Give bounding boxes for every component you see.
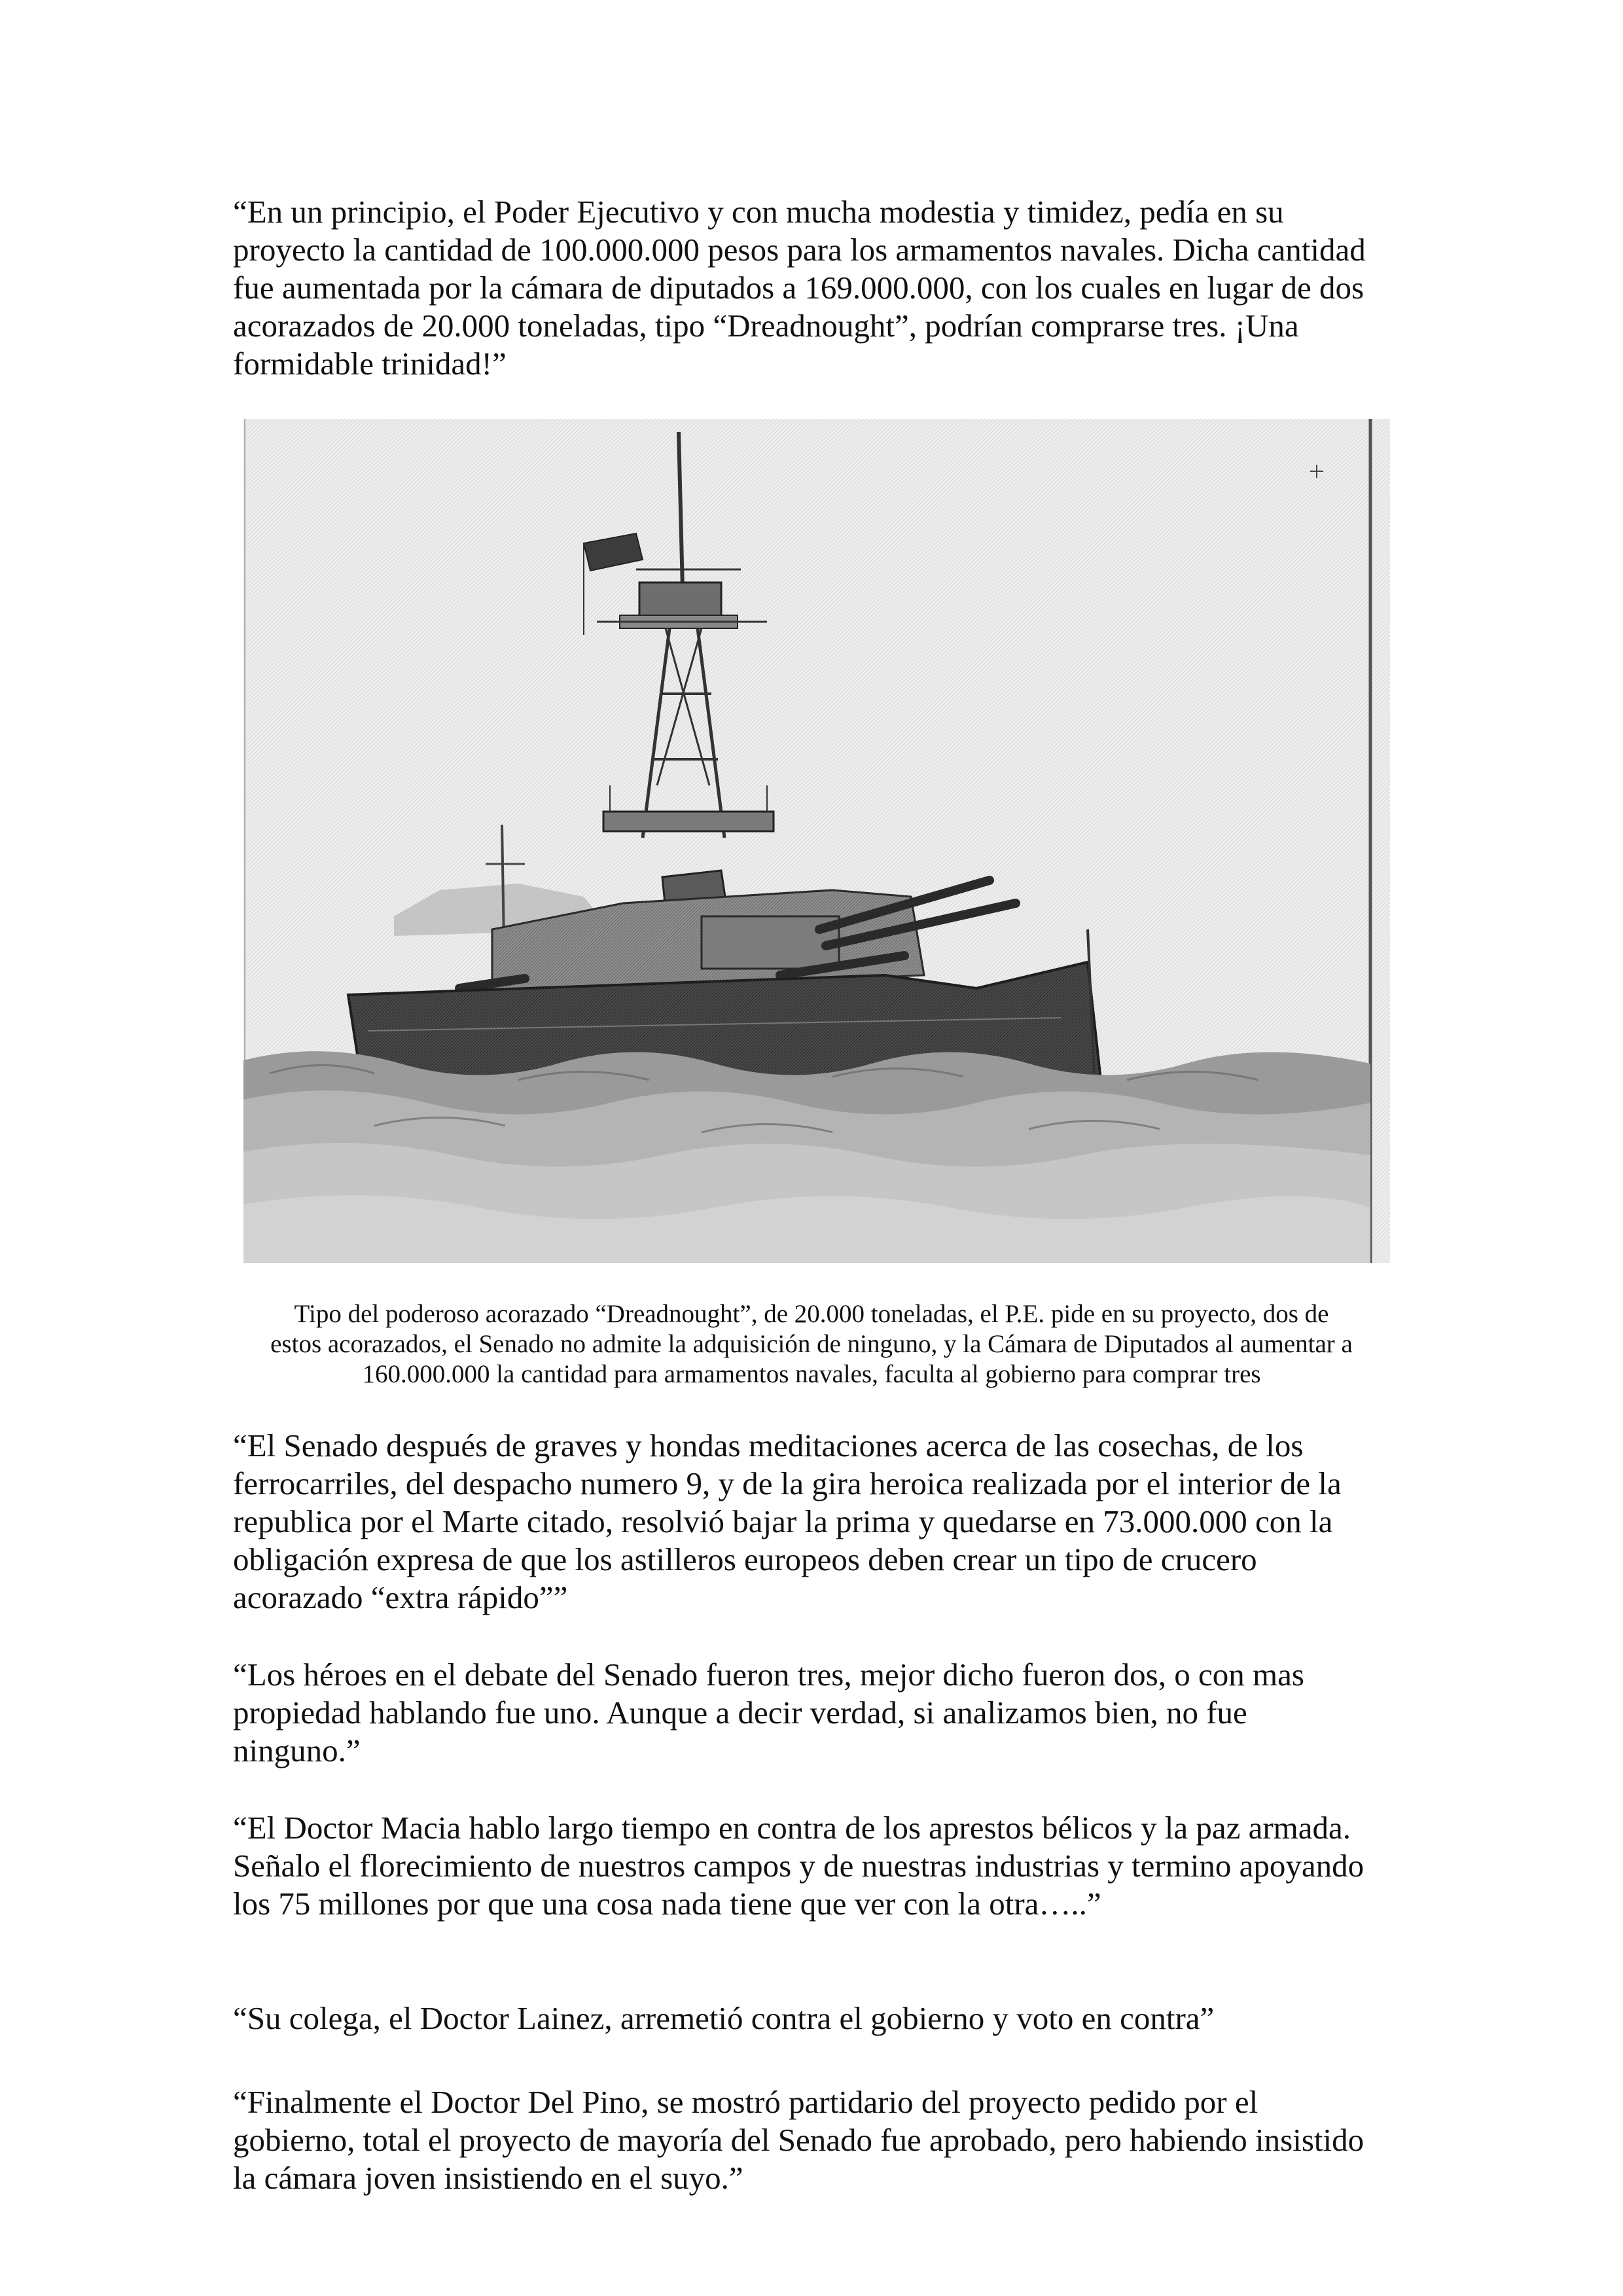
paragraph-heroes: “Los héroes en el debate del Senado fueron tres, mejor dicho fueron dos, o con mas propiedad hablando fue uno. Aunque a decir verdad, si analizamos bien, no fue ninguno.” bbox=[233, 1657, 1304, 1768]
gun-turret bbox=[702, 916, 839, 969]
paragraph-intro: “En un principio, el Poder Ejecutivo y con mucha modestia y timidez, pedía en su proyecto la cantidad de 100.000.000 pesos para los armamentos navales. Dicha cantidad fue aumentada por la cámara de diputados a 169.000.000, con los cuales en lugar de dos acorazados de 20.000 toneladas, tipo “Dreadnought”, podrían comprarse tres. ¡Una formidable trinidad!” bbox=[233, 194, 1366, 382]
paragraph-lainez: “Su colega, el Doctor Lainez, arremetió contra el gobierno y voto en contra” bbox=[233, 2000, 1215, 2036]
paragraph-del-pino: “Finalmente el Doctor Del Pino, se mostró partidario del proyecto pedido por el gobierno, total el proyecto de mayoría del Senado fue aprobado, pero habiendo insistido la cámara joven insistiendo en el suyo.” bbox=[233, 2084, 1364, 2196]
paragraph-senate: “El Senado después de graves y hondas meditaciones acerca de las cosechas, de los ferrocarriles, del despacho numero 9, y de la gira heroica realizada por el interior de la republica por el Marte citado, resolvió bajar la prima y quedarse en 73.000.000 con la obligación expresa de que los astilleros europeos deben crear un tipo de crucero acorazado “extra rápido”” bbox=[233, 1427, 1342, 1615]
battleship-engraving bbox=[243, 419, 1390, 1263]
paragraph-macia: “El Doctor Macia hablo largo tiempo en contra de los aprestos bélicos y la paz armada. Señalo el florecimiento de nuestros campos y de nuestras industrias y termino apoyando los 75 millones por que una cosa nada tiene que ver con la otra…..” bbox=[233, 1810, 1364, 1922]
figure-caption: Tipo del poderoso acorazado “Dreadnought”, de 20.000 toneladas, el P.E. pide en su proyecto, dos de estos acorazados, el Senado no admite la adquisición de ninguno, y la Cámara de Diputados al aumentar a 160.000.000 la cantidad para armamentos navales, faculta al gobierno para comprar tres bbox=[270, 1300, 1353, 1388]
dreadnought-illustration bbox=[243, 419, 1390, 1263]
